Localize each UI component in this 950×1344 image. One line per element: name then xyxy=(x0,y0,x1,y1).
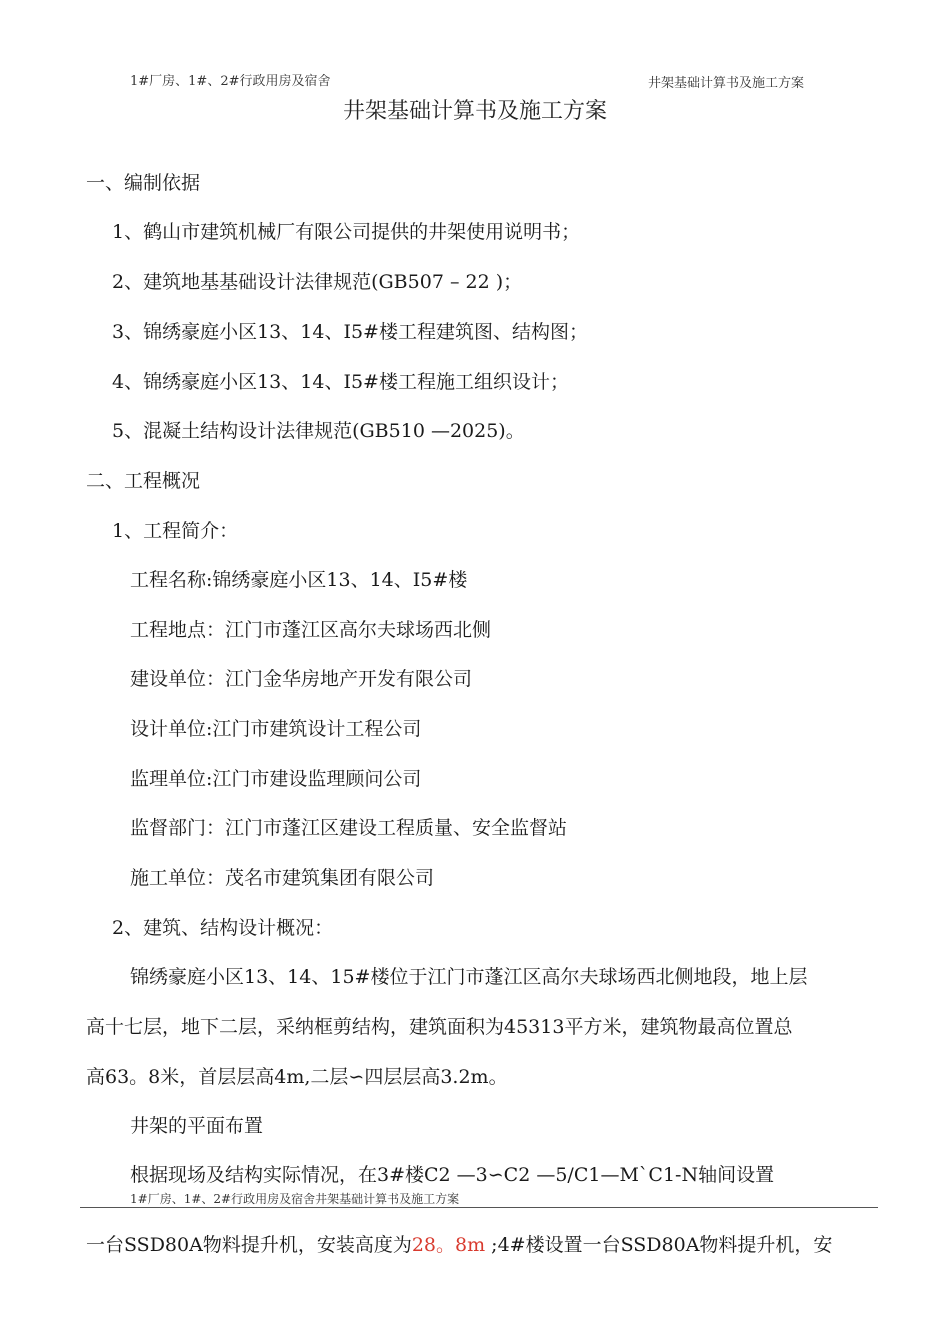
page-divider xyxy=(80,1207,878,1208)
continuation-text: 一台SSD80A物料提升机，安装高度为 xyxy=(86,1234,412,1256)
layout-line: 根据现场及结构实际情况，在3#楼C2 —3∽C2 —5/C1—M`C1-N轴间设置 xyxy=(130,1164,775,1186)
basis-item: 5、混凝土结构设计法律规范(GB510 —2025)。 xyxy=(112,420,525,442)
running-header-left: 1#厂房、1#、2#行政用房及宿舍 xyxy=(130,74,331,89)
running-header-right: 井架基础计算书及施工方案 xyxy=(648,76,805,91)
running-footer: 1#厂房、1#、2#行政用房及宿舍井架基础计算书及施工方案 xyxy=(130,1192,460,1206)
project-info-line: 监理单位:江门市建设监理顾问公司 xyxy=(130,768,422,790)
subsection-heading: 2、建筑、结构设计概况： xyxy=(112,917,334,939)
project-info-line: 施工单位：茂名市建筑集团有限公司 xyxy=(130,867,435,889)
section-heading-basis: 一、编制依据 xyxy=(86,172,201,194)
continuation-line xyxy=(86,1230,832,1257)
continuation-text: ;4#楼设置一台SSD80A物料提升机，安 xyxy=(485,1234,833,1256)
paragraph-line: 高十七层，地下二层，采纳框剪结构，建筑面积为45313平方米，建筑物最高位置总 xyxy=(86,1016,793,1038)
project-info-line: 监督部门：江门市蓬江区建设工程质量、安全监督站 xyxy=(130,817,568,839)
basis-item: 3、锦绣豪庭小区13、14、I5#楼工程建筑图、结构图； xyxy=(112,321,588,343)
layout-heading: 井架的平面布置 xyxy=(130,1115,264,1137)
project-info-line: 工程地点：江门市蓬江区高尔夫球场西北侧 xyxy=(130,619,492,641)
paragraph-line: 锦绣豪庭小区13、14、15#楼位于江门市蓬江区高尔夫球场西北侧地段，地上层 xyxy=(130,966,808,988)
section-heading-overview: 二、工程概况 xyxy=(86,470,201,492)
install-height-highlight: 28。8m xyxy=(411,1234,486,1256)
project-info-line: 建设单位：江门金华房地产开发有限公司 xyxy=(130,668,473,690)
project-info-line: 工程名称:锦绣豪庭小区13、14、I5#楼 xyxy=(130,569,468,591)
paragraph-line: 高63。8米，首层层高4m,二层∽四层层高3.2m。 xyxy=(86,1066,508,1088)
project-info-line: 设计单位:江门市建筑设计工程公司 xyxy=(130,718,422,740)
basis-item: 2、建筑地基基础设计法律规范(GB507 – 22 )； xyxy=(112,271,523,293)
basis-item: 1、鹤山市建筑机械厂有限公司提供的井架使用说明书； xyxy=(112,221,581,243)
subsection-heading: 1、工程简介： xyxy=(112,520,239,542)
basis-item: 4、锦绣豪庭小区13、14、I5#楼工程施工组织设计； xyxy=(112,371,569,393)
document-title: 井架基础计算书及施工方案 xyxy=(342,99,607,124)
